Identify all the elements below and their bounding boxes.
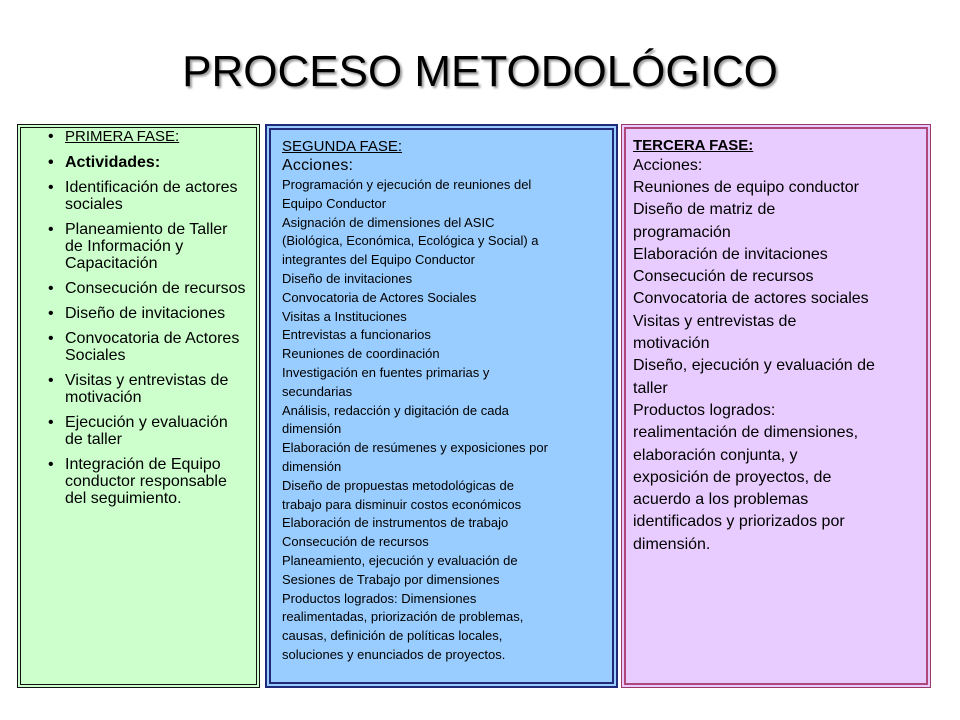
text-line: Planeamiento, ejecución y evaluación de [282, 552, 518, 568]
text-line: Visitas a Instituciones [282, 308, 407, 324]
text-line: Convocatoria de actores sociales [633, 290, 869, 308]
text-line: motivación [633, 335, 710, 353]
text-line: Programación y ejecución de reuniones del [282, 177, 532, 192]
text-line: Análisis, redacción y digitación de cada [282, 402, 509, 418]
list-item-text: Ejecución y evaluación de taller [65, 414, 228, 448]
phase-two-panel [265, 124, 618, 688]
text-line: integrantes del Equipo Conductor [282, 252, 475, 268]
text-line: acuerdo a los problemas [633, 491, 809, 509]
text-line: Consecución de recursos [282, 534, 429, 550]
text-line: Diseño, ejecución y evaluación de [633, 357, 875, 375]
text-line: taller [633, 379, 668, 397]
list-item [18, 128, 249, 146]
text-line: Reuniones de equipo conductor [633, 179, 859, 196]
list-item [18, 154, 249, 171]
phase-three-lines [633, 177, 924, 556]
phase-three-subheading: Acciones: [633, 157, 703, 174]
text-line: identificados y priorizados por [633, 513, 845, 531]
list-item [18, 179, 249, 213]
bullet-icon: • [48, 372, 54, 389]
text-line: Consecución de recursos [633, 268, 814, 286]
text-line: Elaboración de resúmenes y exposiciones por [282, 440, 548, 456]
text-line: dimensión [282, 421, 342, 437]
list-item [18, 221, 249, 272]
list-item-text: Planeamiento de Taller de Información y Capacitación [65, 221, 228, 272]
list-item-text: Consecución de recursos [65, 280, 246, 297]
text-line: realimentación de dimensiones, [633, 424, 859, 442]
slide-title: PROCESO METODOLÓGICO [182, 47, 778, 96]
text-line: soluciones y enunciados de proyectos. [282, 646, 506, 662]
bullet-icon: • [48, 456, 54, 473]
text-line: secundarias [282, 383, 353, 399]
phase-two-subheading: Acciones: [282, 157, 354, 174]
list-item-text: Visitas y entrevistas de motivación [65, 372, 229, 406]
phase-one-heading: PRIMERA FASE: [65, 128, 180, 145]
phase-three-heading: TERCERA FASE: [633, 137, 754, 154]
list-item-text: Integración de Equipo conductor responsable del seguimiento. [65, 456, 227, 507]
bullet-icon: • [48, 128, 54, 145]
phase-two-lines [282, 176, 610, 665]
list-item [18, 456, 249, 507]
text-line: Visitas y entrevistas de [633, 312, 797, 330]
phase-two-heading: SEGUNDA FASE: [282, 138, 403, 155]
text-line: Convocatoria de Actores Sociales [282, 289, 477, 305]
text-line: trabajo para disminuir costos económicos [282, 496, 522, 512]
text-line: Elaboración de invitaciones [633, 245, 828, 263]
text-line: realimentadas, priorización de problemas, [282, 609, 524, 625]
bullet-icon: • [48, 414, 54, 431]
text-line: exposición de proyectos, de [633, 468, 832, 486]
list-item [18, 280, 249, 297]
text-line: Productos logrados: [633, 401, 776, 419]
text-line: (Biológica, Económica, Ecológica y Social) a [282, 233, 539, 249]
text-line: elaboración conjunta, y [633, 446, 798, 464]
text-line: Reuniones de coordinación [282, 346, 440, 362]
text-line: causas, definición de políticas locales, [282, 628, 503, 644]
text-line: Elaboración de instrumentos de trabajo [282, 515, 509, 531]
phase-one-panel [17, 124, 260, 688]
bullet-icon: • [48, 154, 54, 171]
text-line: Investigación en fuentes primarias y [282, 364, 490, 380]
phase-three-panel [621, 124, 931, 688]
phase-one-subheading: Actividades: [65, 154, 161, 171]
text-line: Sesiones de Trabajo por dimensiones [282, 571, 500, 587]
text-line: Asignación de dimensiones del ASIC [282, 214, 495, 230]
bullet-icon: • [48, 305, 54, 322]
text-line: Equipo Conductor [282, 195, 387, 211]
bullet-icon: • [48, 179, 54, 196]
list-item [18, 414, 249, 448]
text-line: Diseño de propuestas metodológicas de [282, 477, 514, 493]
text-line: Diseño de invitaciones [282, 270, 413, 286]
list-item [18, 372, 249, 406]
list-item [18, 305, 249, 322]
bullet-icon: • [48, 330, 54, 347]
text-line: Diseño de matriz de [633, 201, 776, 219]
phase-one-list [18, 128, 249, 507]
list-item-text: Convocatoria de Actores Sociales [65, 330, 240, 364]
text-line: dimensión [282, 458, 342, 474]
text-line: dimensión. [633, 535, 711, 553]
text-line: Entrevistas a funcionarios [282, 327, 431, 343]
list-item [18, 330, 249, 364]
list-item-text: Identificación de actores sociales [65, 179, 238, 213]
list-item-text: Diseño de invitaciones [65, 305, 226, 322]
bullet-icon: • [48, 221, 54, 238]
text-line: programación [633, 223, 731, 241]
bullet-icon: • [48, 280, 54, 297]
text-line: Productos logrados: Dimensiones [282, 590, 477, 606]
